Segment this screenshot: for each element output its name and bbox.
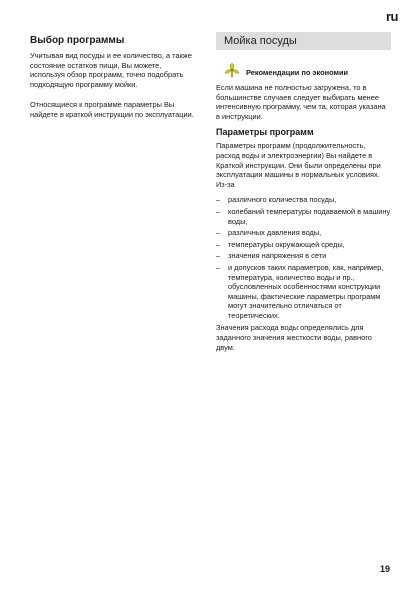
- tip-text: Если машина не полностью загружена, то в большинстве случаев следует выбирать менее интенсивную программу, чем та, которая указана в инструкции.: [216, 83, 386, 121]
- program-parameters-note: Относящиеся к программе параметры Вы найдете в краткой инструкции по эксплуатации.: [30, 100, 194, 119]
- parameter-factors-list: [216, 195, 391, 320]
- list-item: – температуры окружающей среды,: [216, 240, 391, 250]
- tip-title: Рекомендации по экономии: [246, 68, 349, 77]
- program-selection-text: Учитывая вид посуды и ее количество, а также состояние остатков пищи, Вы можете, используя обзор программ, точно подобрать подходящую программу мойки.: [30, 51, 192, 89]
- tip-header: [222, 58, 391, 80]
- page-number: 19: [379, 564, 390, 574]
- list-item: – различных давления воды,: [216, 228, 391, 238]
- program-parameters-text: Параметры программ (продолжительность, расход воды и электроэнергии) Вы найдете в Краткой инструкции. Они были определены при эксплуатации машины в нормальных условиях. Из-за: [216, 141, 381, 189]
- program-parameters-title: Параметры программ: [216, 127, 314, 138]
- program-selection-title: Выбор программы: [30, 35, 125, 46]
- language-code: ru: [386, 9, 398, 24]
- left-column: [30, 34, 195, 131]
- list-item: – различного количества посуды,: [216, 195, 391, 205]
- list-item: – значения напряжения в сети: [216, 251, 391, 261]
- water-consumption-note: Значения расхода воды определялись для заданного значения жесткости воды, равного двум.: [216, 323, 372, 352]
- list-item: – колебаний температуры подаваемой в машину воды,: [216, 207, 391, 226]
- tip-icon: [222, 60, 242, 80]
- list-item: – и допусков таких параметров, как, например, температура, количество воды и пр., обусловленных особенностями конструкции машины, фактические параметры программ могут значительно отличаться от теоретических.: [216, 263, 391, 321]
- section-title-bar: Мойка посуды: [216, 32, 391, 50]
- right-column: [216, 32, 391, 358]
